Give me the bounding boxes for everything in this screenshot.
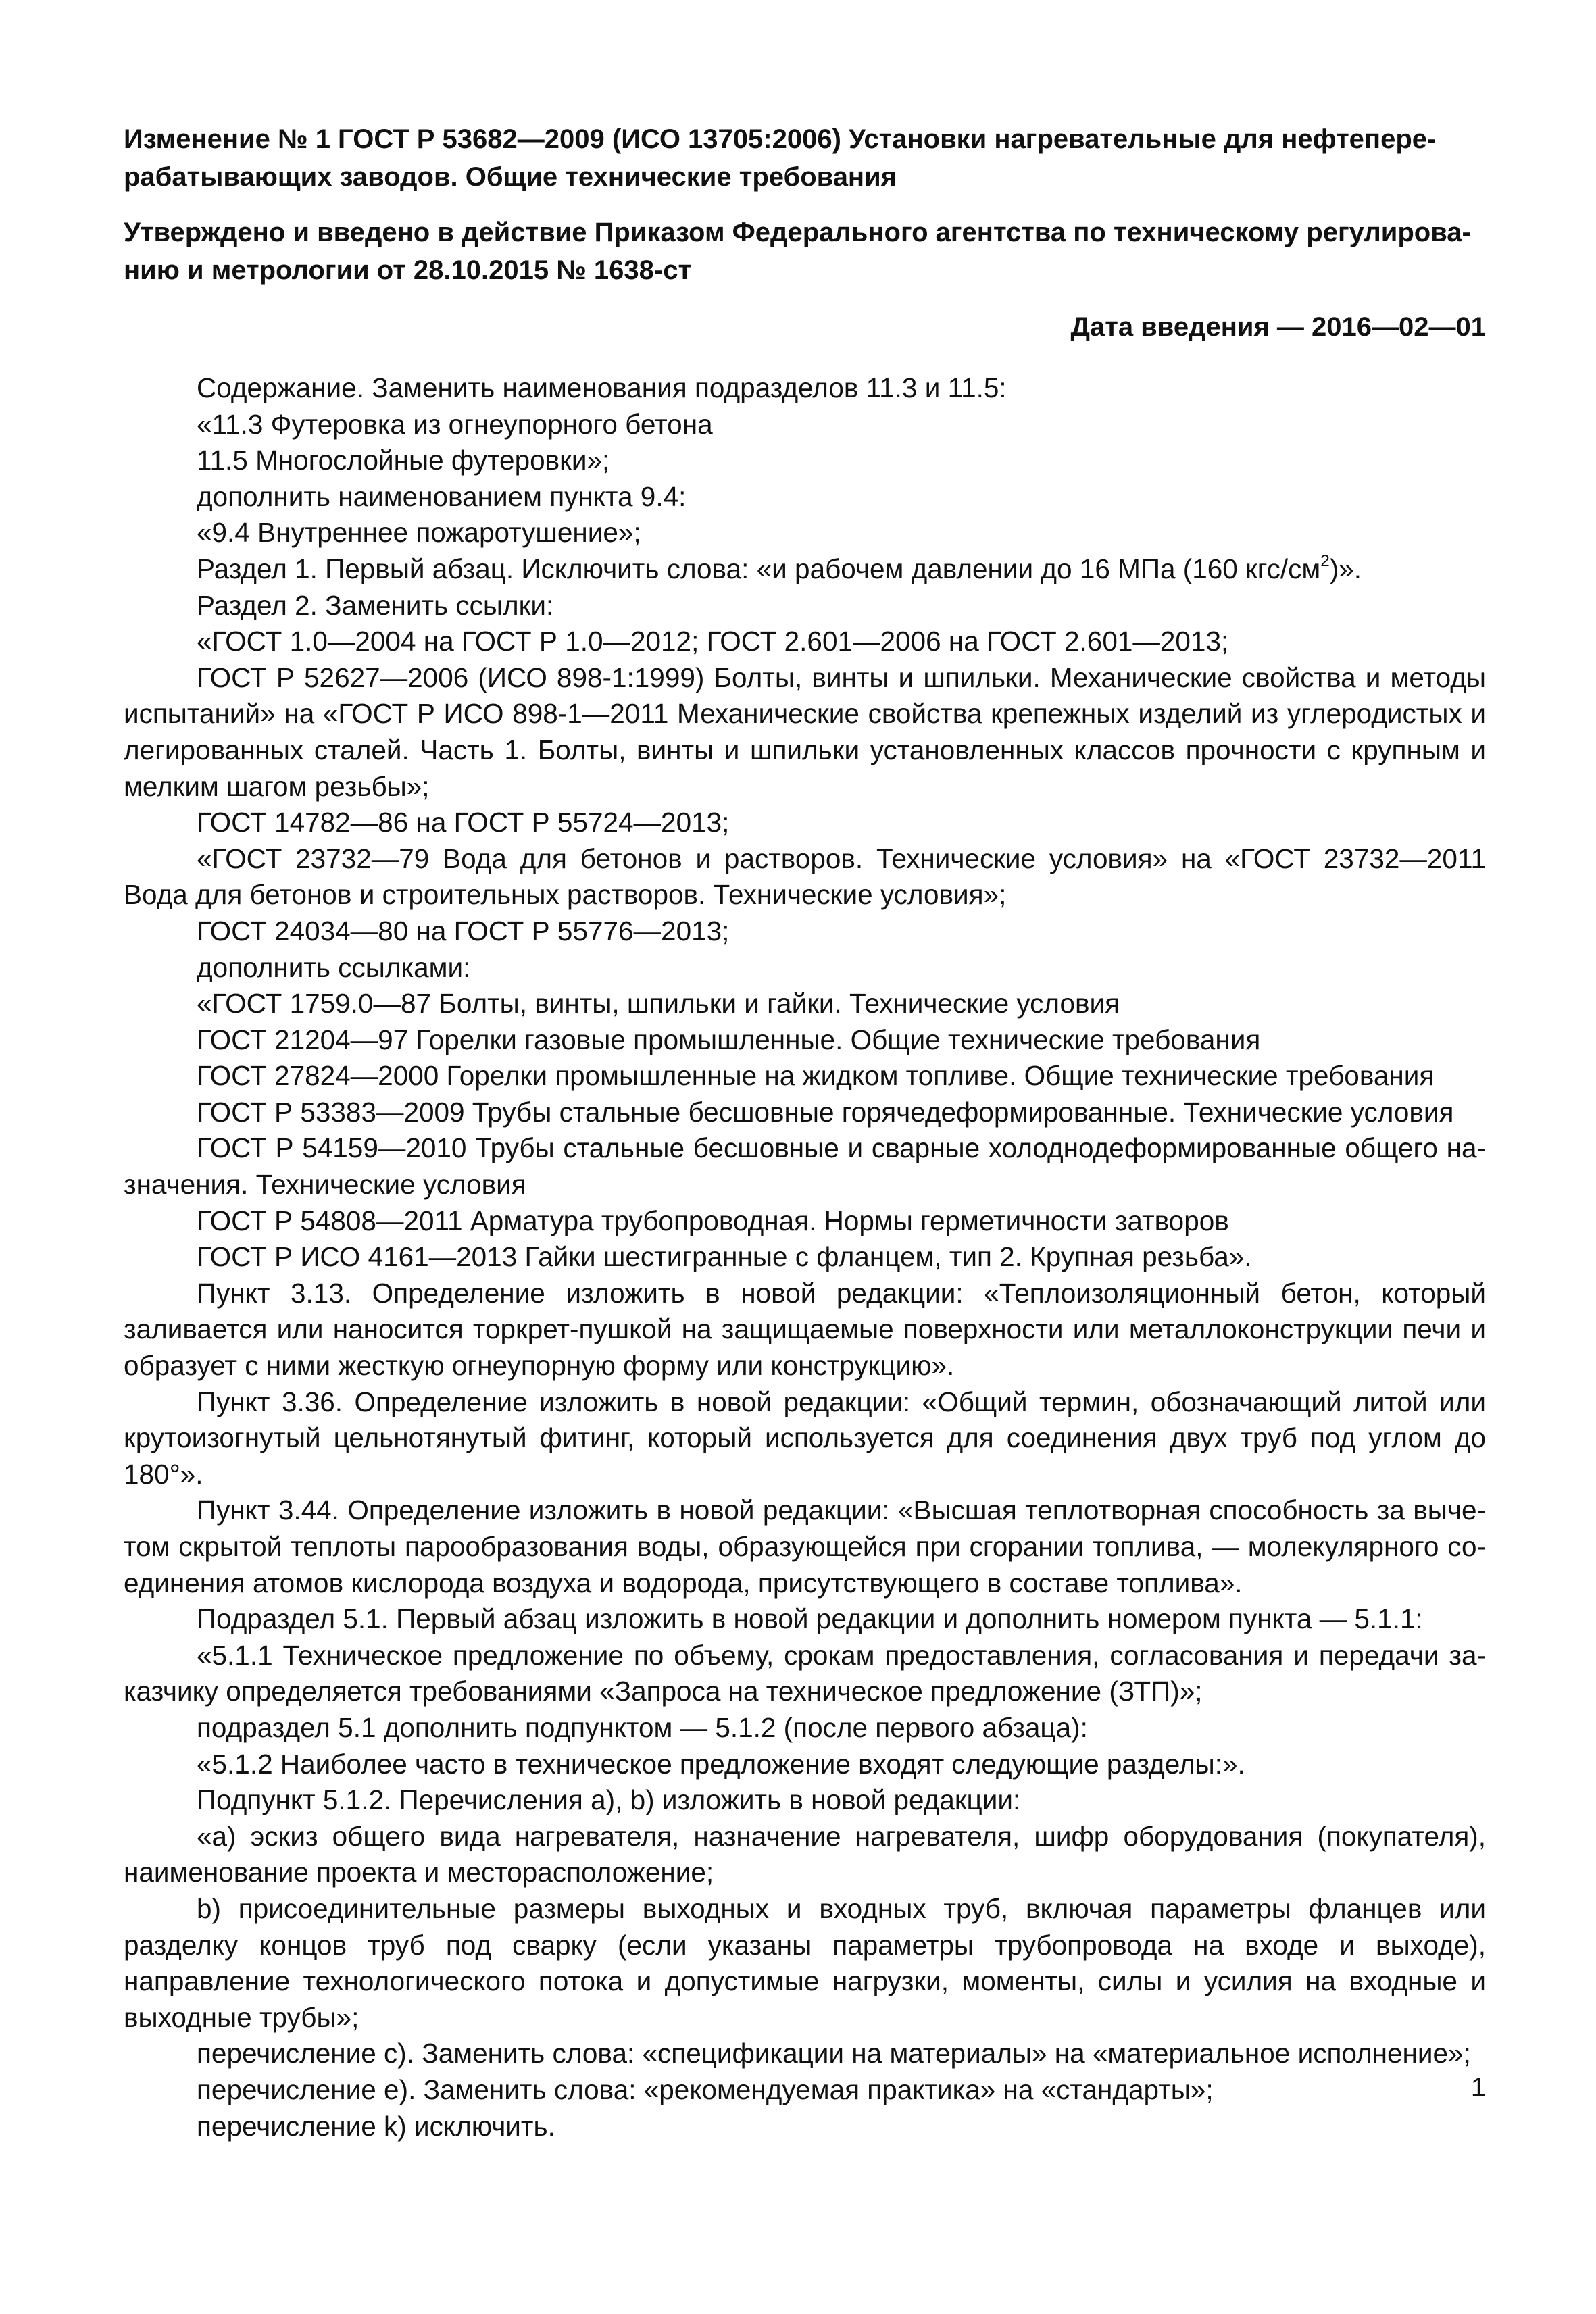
- amendment-title: Изменение № 1 ГОСТ Р 53682—2009 (ИСО 13705:2006) Установки нагревательные для нефтеперерабатывающих заводов. Общие технические требования: [124, 124, 1437, 192]
- paragraph: [124, 551, 1486, 588]
- paragraph: «5.1.2 Наиболее часто в техническое предложение входят следующие разделы:».: [197, 1748, 1245, 1780]
- paragraph: «11.3 Футеровка из огнеупорного бетона: [197, 408, 713, 440]
- document-body: [124, 370, 1486, 2144]
- paragraph: «ГОСТ 1759.0—87 Болты, винты, шпильки и гайки. Технические условия: [197, 988, 1120, 1020]
- paragraph-text: )».: [1329, 553, 1362, 584]
- paragraph: ГОСТ 14782—86 на ГОСТ Р 55724—2013;: [197, 807, 730, 838]
- paragraph: ГОСТ Р 54808—2011 Арматура трубопроводная. Нормы герметичности затворов: [197, 1205, 1229, 1236]
- paragraph: дополнить наименованием пункта 9.4:: [197, 480, 687, 512]
- paragraph: ГОСТ Р 52627—2006 (ИСО 898-1:1999) Болты, винты и шпильки. Механические свойства и методы испытаний» на «ГОСТ Р ИСО 898-1—2011 Механические свойства крепежных изделий из углеродистых и легированных сталей. Часть 1. Болты, винты и шпильки установленных классов прочности с крупным и мелким шагом резьбы»;: [124, 661, 1486, 802]
- paragraph-text: Раздел 1. Первый абзац. Исключить слова: «и рабочем давлении до 16 МПа (160 кгс/см: [197, 553, 1321, 584]
- paragraph: b) присоединительные размеры выходных и входных труб, включая параметры фланцев или разделку концов труб под сварку (если указаны параметры трубопровода на входе и выходе), направление технологического потока и допустимые нагрузки, моменты, силы и усилия на входные и выходные трубы»;: [124, 1892, 1486, 2033]
- paragraph: ГОСТ Р 53383—2009 Трубы стальные бесшовные горячедеформированные. Технические условия: [197, 1096, 1454, 1128]
- paragraph: перечисление k) исключить.: [197, 2110, 555, 2142]
- paragraph: «5.1.1 Техническое предложение по объему, срокам предоставления, согласования и передачи заказчику определяется требованиями «Запроса на техническое предложение (ЗТП)»;: [124, 1639, 1486, 1707]
- paragraph: «9.4 Внутреннее пожаротушение»;: [197, 517, 641, 549]
- paragraph: Пункт 3.44. Определение изложить в новой редакции: «Высшая теплотворная способность за вычетом скрытой теплоты парообразования воды, образующейся при сгорании топлива, — молекулярного соединения атомов кислорода воздуха и водорода, присутствующего в составе топлива».: [124, 1494, 1486, 1599]
- paragraph: Подраздел 5.1. Первый абзац изложить в новой редакции и дополнить номером пункта — 5.1.1:: [197, 1603, 1423, 1635]
- paragraph: ГОСТ Р 54159—2010 Трубы стальные бесшовные и сварные холоднодеформированные общего назначения. Технические условия: [124, 1132, 1486, 1201]
- paragraph: Раздел 2. Заменить ссылки:: [197, 589, 554, 621]
- paragraph: 11.5 Многослойные футеровки»;: [197, 445, 610, 476]
- paragraph: Пункт 3.36. Определение изложить в новой редакции: «Общий термин, обозначающий литой или крутоизогнутый цельнотянутый фитинг, который используется для соединения двух труб под углом до 180°».: [124, 1386, 1486, 1490]
- paragraph: «ГОСТ 1.0—2004 на ГОСТ Р 1.0—2012; ГОСТ 2.601—2006 на ГОСТ 2.601—2013;: [197, 626, 1229, 657]
- paragraph: перечисление e). Заменить слова: «рекомендуемая практика» на «стандарты»;: [197, 2073, 1214, 2105]
- paragraph: Пункт 3.13. Определение изложить в новой редакции: «Теплоизоляционный бетон, который заливается или наносится торкрет-пушкой на защищаемые поверхности или металлоконструкции печи и образует с ними жесткую огнеупорную форму или конструкцию».: [124, 1277, 1486, 1382]
- paragraph: дополнить ссылками:: [197, 951, 471, 983]
- paragraph: «ГОСТ 23732—79 Вода для бетонов и растворов. Технические условия» на «ГОСТ 23732—2011 Вода для бетонов и строительных растворов. Технические условия»;: [124, 842, 1486, 911]
- paragraph: перечисление c). Заменить слова: «спецификации на материалы» на «материальное исполнение»;: [197, 2038, 1471, 2069]
- paragraph: ГОСТ 24034—80 на ГОСТ Р 55776—2013;: [197, 915, 730, 947]
- paragraph: ГОСТ 21204—97 Горелки газовые промышленные. Общие технические требования: [197, 1024, 1261, 1055]
- paragraph: Содержание. Заменить наименования подразделов 11.3 и 11.5:: [197, 372, 1007, 403]
- paragraph: ГОСТ Р ИСО 4161—2013 Гайки шестигранные с фланцем, тип 2. Крупная резьба».: [197, 1241, 1252, 1273]
- paragraph: «a) эскиз общего вида нагревателя, назначение нагревателя, шифр оборудования (покупателя), наименование проекта и месторасположение;: [124, 1820, 1486, 1888]
- document-page: [124, 120, 1486, 2144]
- effective-date: Дата введения — 2016—02—01: [1070, 312, 1486, 342]
- paragraph: ГОСТ 27824—2000 Горелки промышленные на жидком топливе. Общие технические требования: [197, 1060, 1435, 1092]
- approval-statement: Утверждено и введено в действие Приказом Федерального агентства по техническому регулированию и метрологии от 28.10.2015 № 1638-ст: [124, 218, 1471, 285]
- paragraph: подраздел 5.1 дополнить подпунктом — 5.1.2 (после первого абзаца):: [197, 1711, 1088, 1743]
- paragraph: Подпункт 5.1.2. Перечисления a), b) изложить в новой редакции:: [197, 1784, 1021, 1816]
- superscript: 2: [1320, 551, 1330, 570]
- page-number: 1: [1470, 2073, 1486, 2103]
